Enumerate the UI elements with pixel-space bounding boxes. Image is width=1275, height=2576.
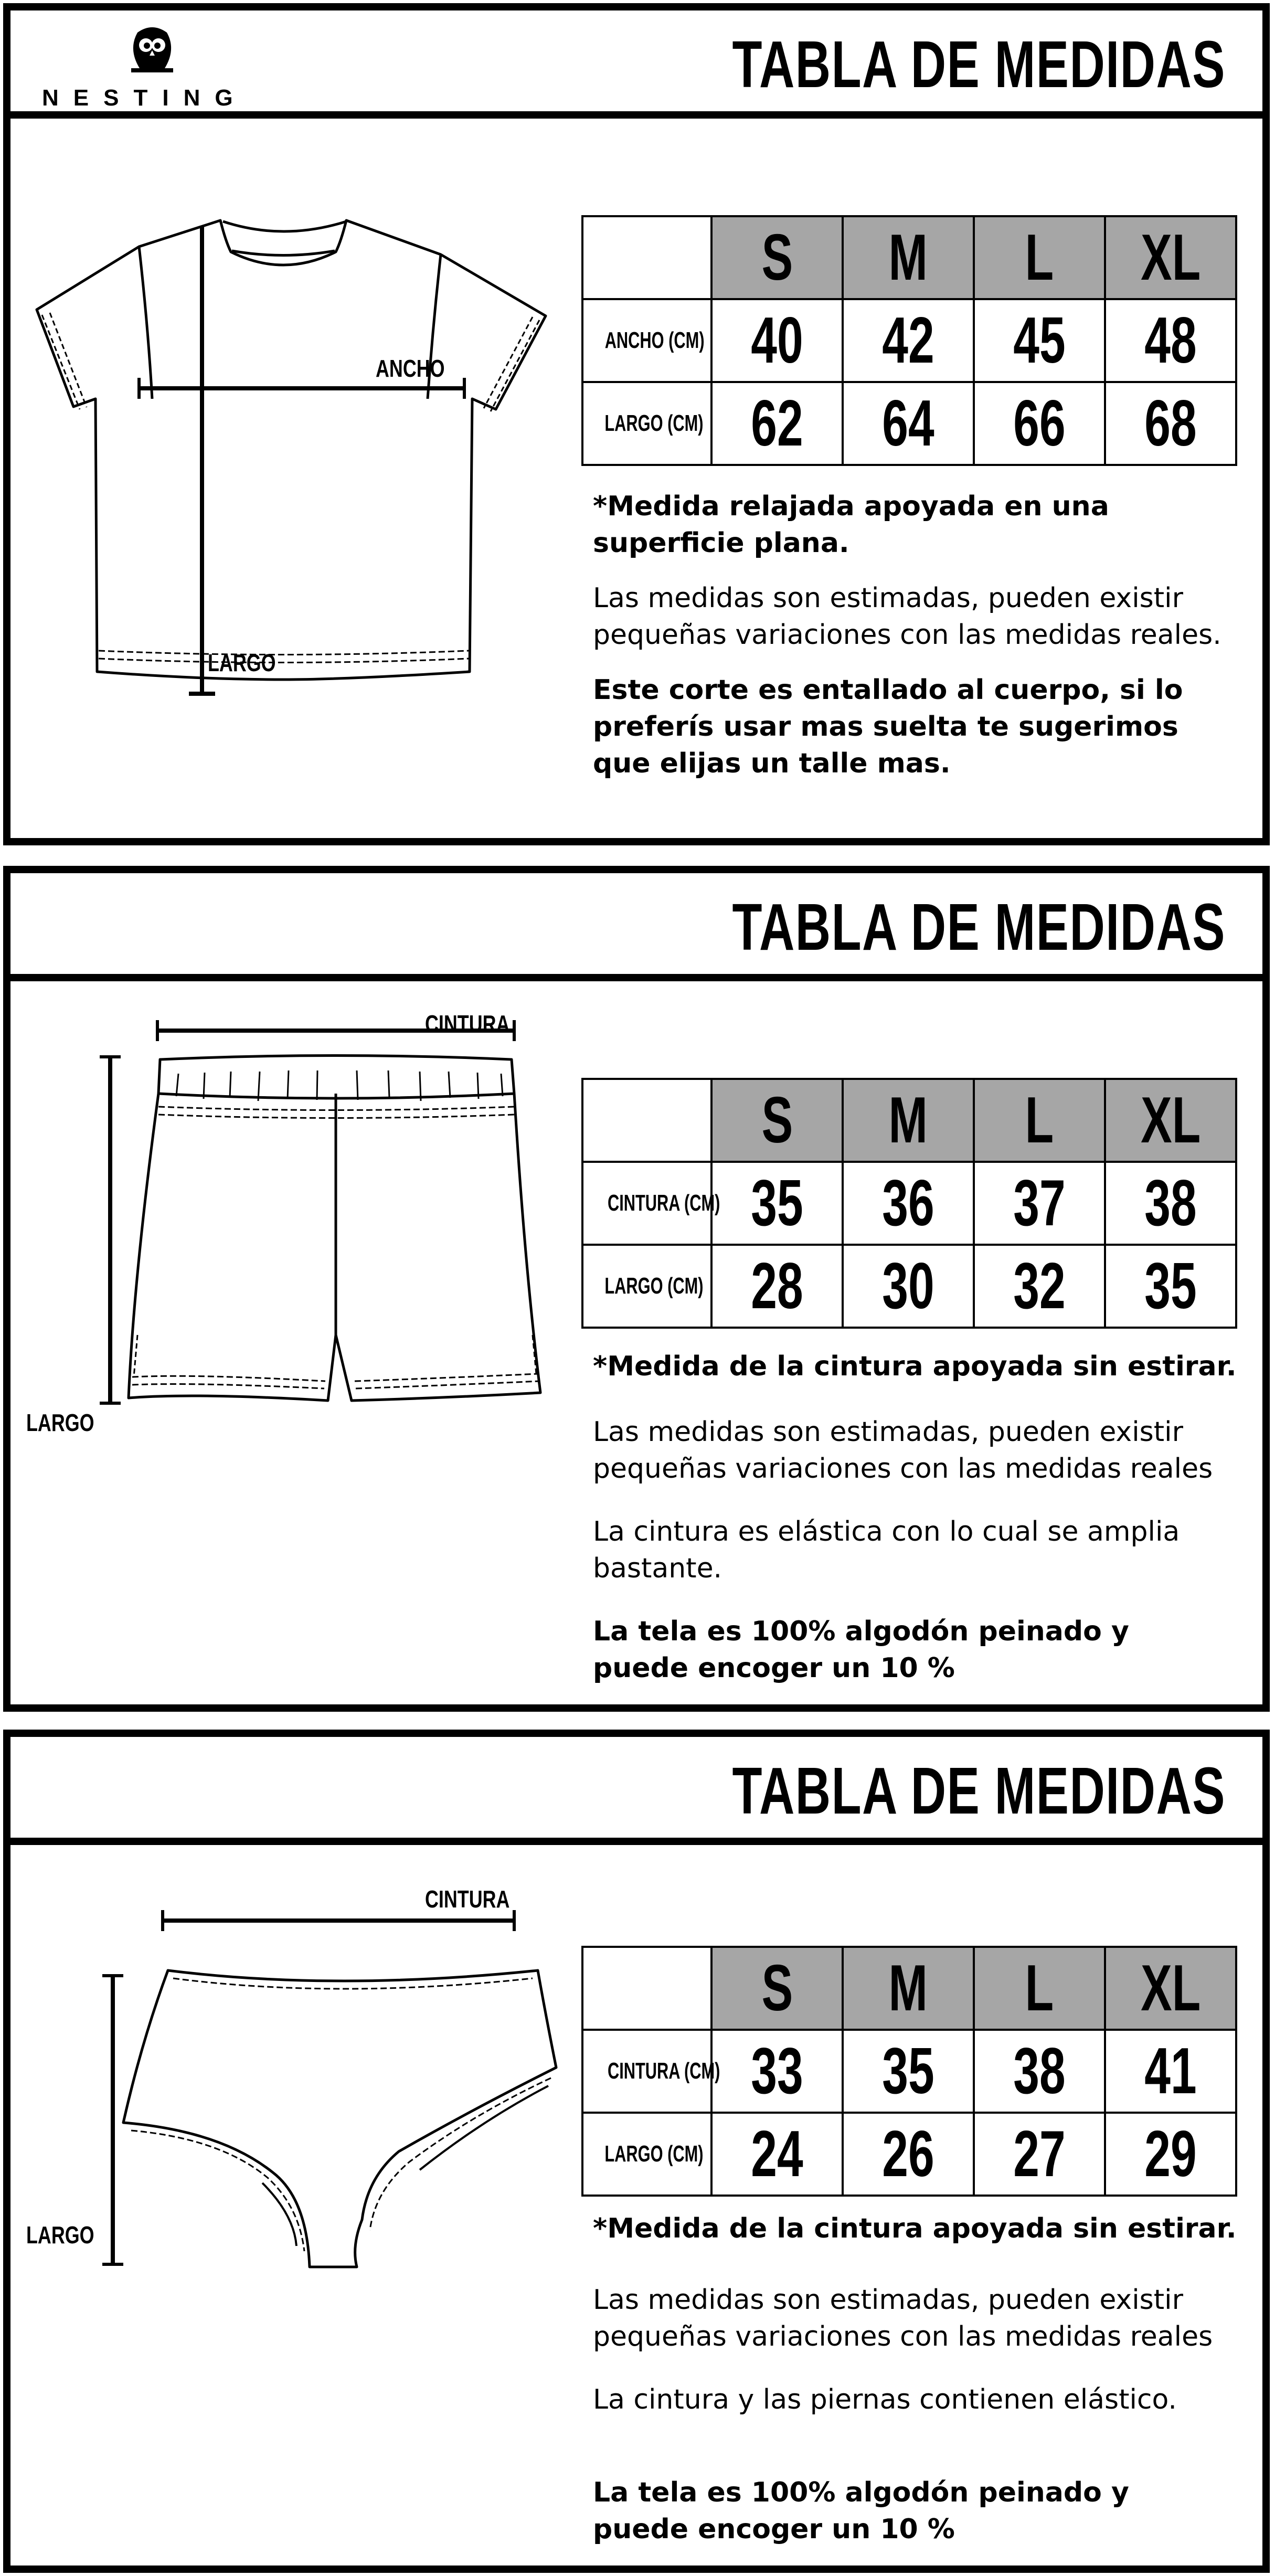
table-cell: 66 xyxy=(974,382,1105,465)
briefs-diagram xyxy=(21,1905,567,2325)
size-header-s: S xyxy=(711,1079,843,1162)
table-cell: 26 xyxy=(843,2113,974,2196)
table-row xyxy=(582,382,1236,465)
waist-label: CINTURA xyxy=(425,1885,510,1913)
length-label: LARGO xyxy=(26,1409,94,1436)
row-label: LARGO (CM) xyxy=(582,382,711,465)
size-header-l: L xyxy=(974,1947,1105,2030)
table-cell: 42 xyxy=(843,299,974,382)
table-cell: 68 xyxy=(1105,382,1236,465)
table-corner xyxy=(582,1947,711,2030)
size-header-m: M xyxy=(843,1079,974,1162)
panel-header xyxy=(10,1737,1262,1845)
width-label: ANCHO xyxy=(376,355,445,382)
size-header-l: L xyxy=(974,216,1105,299)
row-label: CINTURA (CM) xyxy=(582,2030,711,2113)
note-measure: *Medida relajada apoyada en una superficie plana. xyxy=(593,491,1109,559)
size-header-xl: XL xyxy=(1105,216,1236,299)
row-label: ANCHO (CM) xyxy=(582,299,711,382)
page-title: TABLA DE MEDIDAS xyxy=(732,890,1226,964)
panel-header xyxy=(10,873,1262,981)
table-row xyxy=(582,299,1236,382)
brand-logo xyxy=(42,23,262,112)
table-row xyxy=(582,1162,1236,1245)
owl-logo-icon xyxy=(126,23,178,76)
note-elastic: La cintura es elástica con lo cual se amplia bastante. xyxy=(593,1516,1180,1584)
size-table xyxy=(581,1078,1237,1329)
table-cell: 35 xyxy=(711,1162,843,1245)
table-cell: 35 xyxy=(1105,1245,1236,1328)
page-title: TABLA DE MEDIDAS xyxy=(732,1754,1226,1828)
size-table xyxy=(581,1946,1237,2197)
table-cell: 40 xyxy=(711,299,843,382)
table-cell: 28 xyxy=(711,1245,843,1328)
size-header-m: M xyxy=(843,1947,974,2030)
note-estimate: Las medidas son estimadas, pueden existir pequeñas variaciones con las medidas reales xyxy=(593,2284,1213,2352)
size-chart-panel-tshirt xyxy=(3,3,1270,845)
size-header-l: L xyxy=(974,1079,1105,1162)
note-fabric: La tela es 100% algodón peinado y puede encoger un 10 % xyxy=(593,2477,1129,2545)
length-label: LARGO xyxy=(208,649,276,676)
table-cell: 48 xyxy=(1105,299,1236,382)
size-header-s: S xyxy=(711,216,843,299)
table-cell: 41 xyxy=(1105,2030,1236,2113)
note-estimate: Las medidas son estimadas, pueden existir pequeñas variaciones con las medidas reales. xyxy=(593,582,1221,651)
table-cell: 38 xyxy=(974,2030,1105,2113)
tshirt-diagram xyxy=(31,189,582,819)
table-cell: 33 xyxy=(711,2030,843,2113)
brand-name: NESTING xyxy=(42,85,248,111)
page-title: TABLA DE MEDIDAS xyxy=(732,27,1226,101)
note-estimate: Las medidas son estimadas, pueden existir pequeñas variaciones con las medidas reales xyxy=(593,1416,1213,1485)
table-corner xyxy=(582,1079,711,1162)
table-row xyxy=(582,1245,1236,1328)
table-cell: 62 xyxy=(711,382,843,465)
size-header-xl: XL xyxy=(1105,1079,1236,1162)
table-cell: 36 xyxy=(843,1162,974,1245)
table-row xyxy=(582,2030,1236,2113)
table-corner xyxy=(582,216,711,299)
table-cell: 24 xyxy=(711,2113,843,2196)
panel-header xyxy=(10,10,1262,119)
shorts-diagram xyxy=(21,1015,567,1487)
table-cell: 37 xyxy=(974,1162,1105,1245)
size-chart-panel-shorts xyxy=(3,866,1270,1712)
length-label: LARGO xyxy=(26,2221,94,2249)
note-measure: *Medida de la cintura apoyada sin estirar. xyxy=(593,1351,1237,1382)
table-row xyxy=(582,2113,1236,2196)
size-header-xl: XL xyxy=(1105,1947,1236,2030)
table-cell: 30 xyxy=(843,1245,974,1328)
note-fit: Este corte es entallado al cuerpo, si lo preferís usar mas suelta te sugerimos que elijas un talle mas. xyxy=(593,674,1183,779)
row-label: LARGO (CM) xyxy=(582,1245,711,1328)
size-header-s: S xyxy=(711,1947,843,2030)
row-label: LARGO (CM) xyxy=(582,2113,711,2196)
table-cell: 64 xyxy=(843,382,974,465)
table-cell: 29 xyxy=(1105,2113,1236,2196)
row-label: CINTURA (CM) xyxy=(582,1162,711,1245)
table-cell: 27 xyxy=(974,2113,1105,2196)
table-cell: 38 xyxy=(1105,1162,1236,1245)
table-cell: 45 xyxy=(974,299,1105,382)
note-elastic: La cintura y las piernas contienen elástico. xyxy=(593,2384,1177,2415)
size-header-m: M xyxy=(843,216,974,299)
note-fabric: La tela es 100% algodón peinado y puede encoger un 10 % xyxy=(593,1616,1129,1684)
table-cell: 32 xyxy=(974,1245,1105,1328)
table-cell: 35 xyxy=(843,2030,974,2113)
size-chart-panel-briefs xyxy=(3,1730,1270,2573)
waist-label: CINTURA xyxy=(425,1010,510,1037)
note-measure: *Medida de la cintura apoyada sin estirar. xyxy=(593,2213,1237,2244)
size-table xyxy=(581,215,1237,466)
